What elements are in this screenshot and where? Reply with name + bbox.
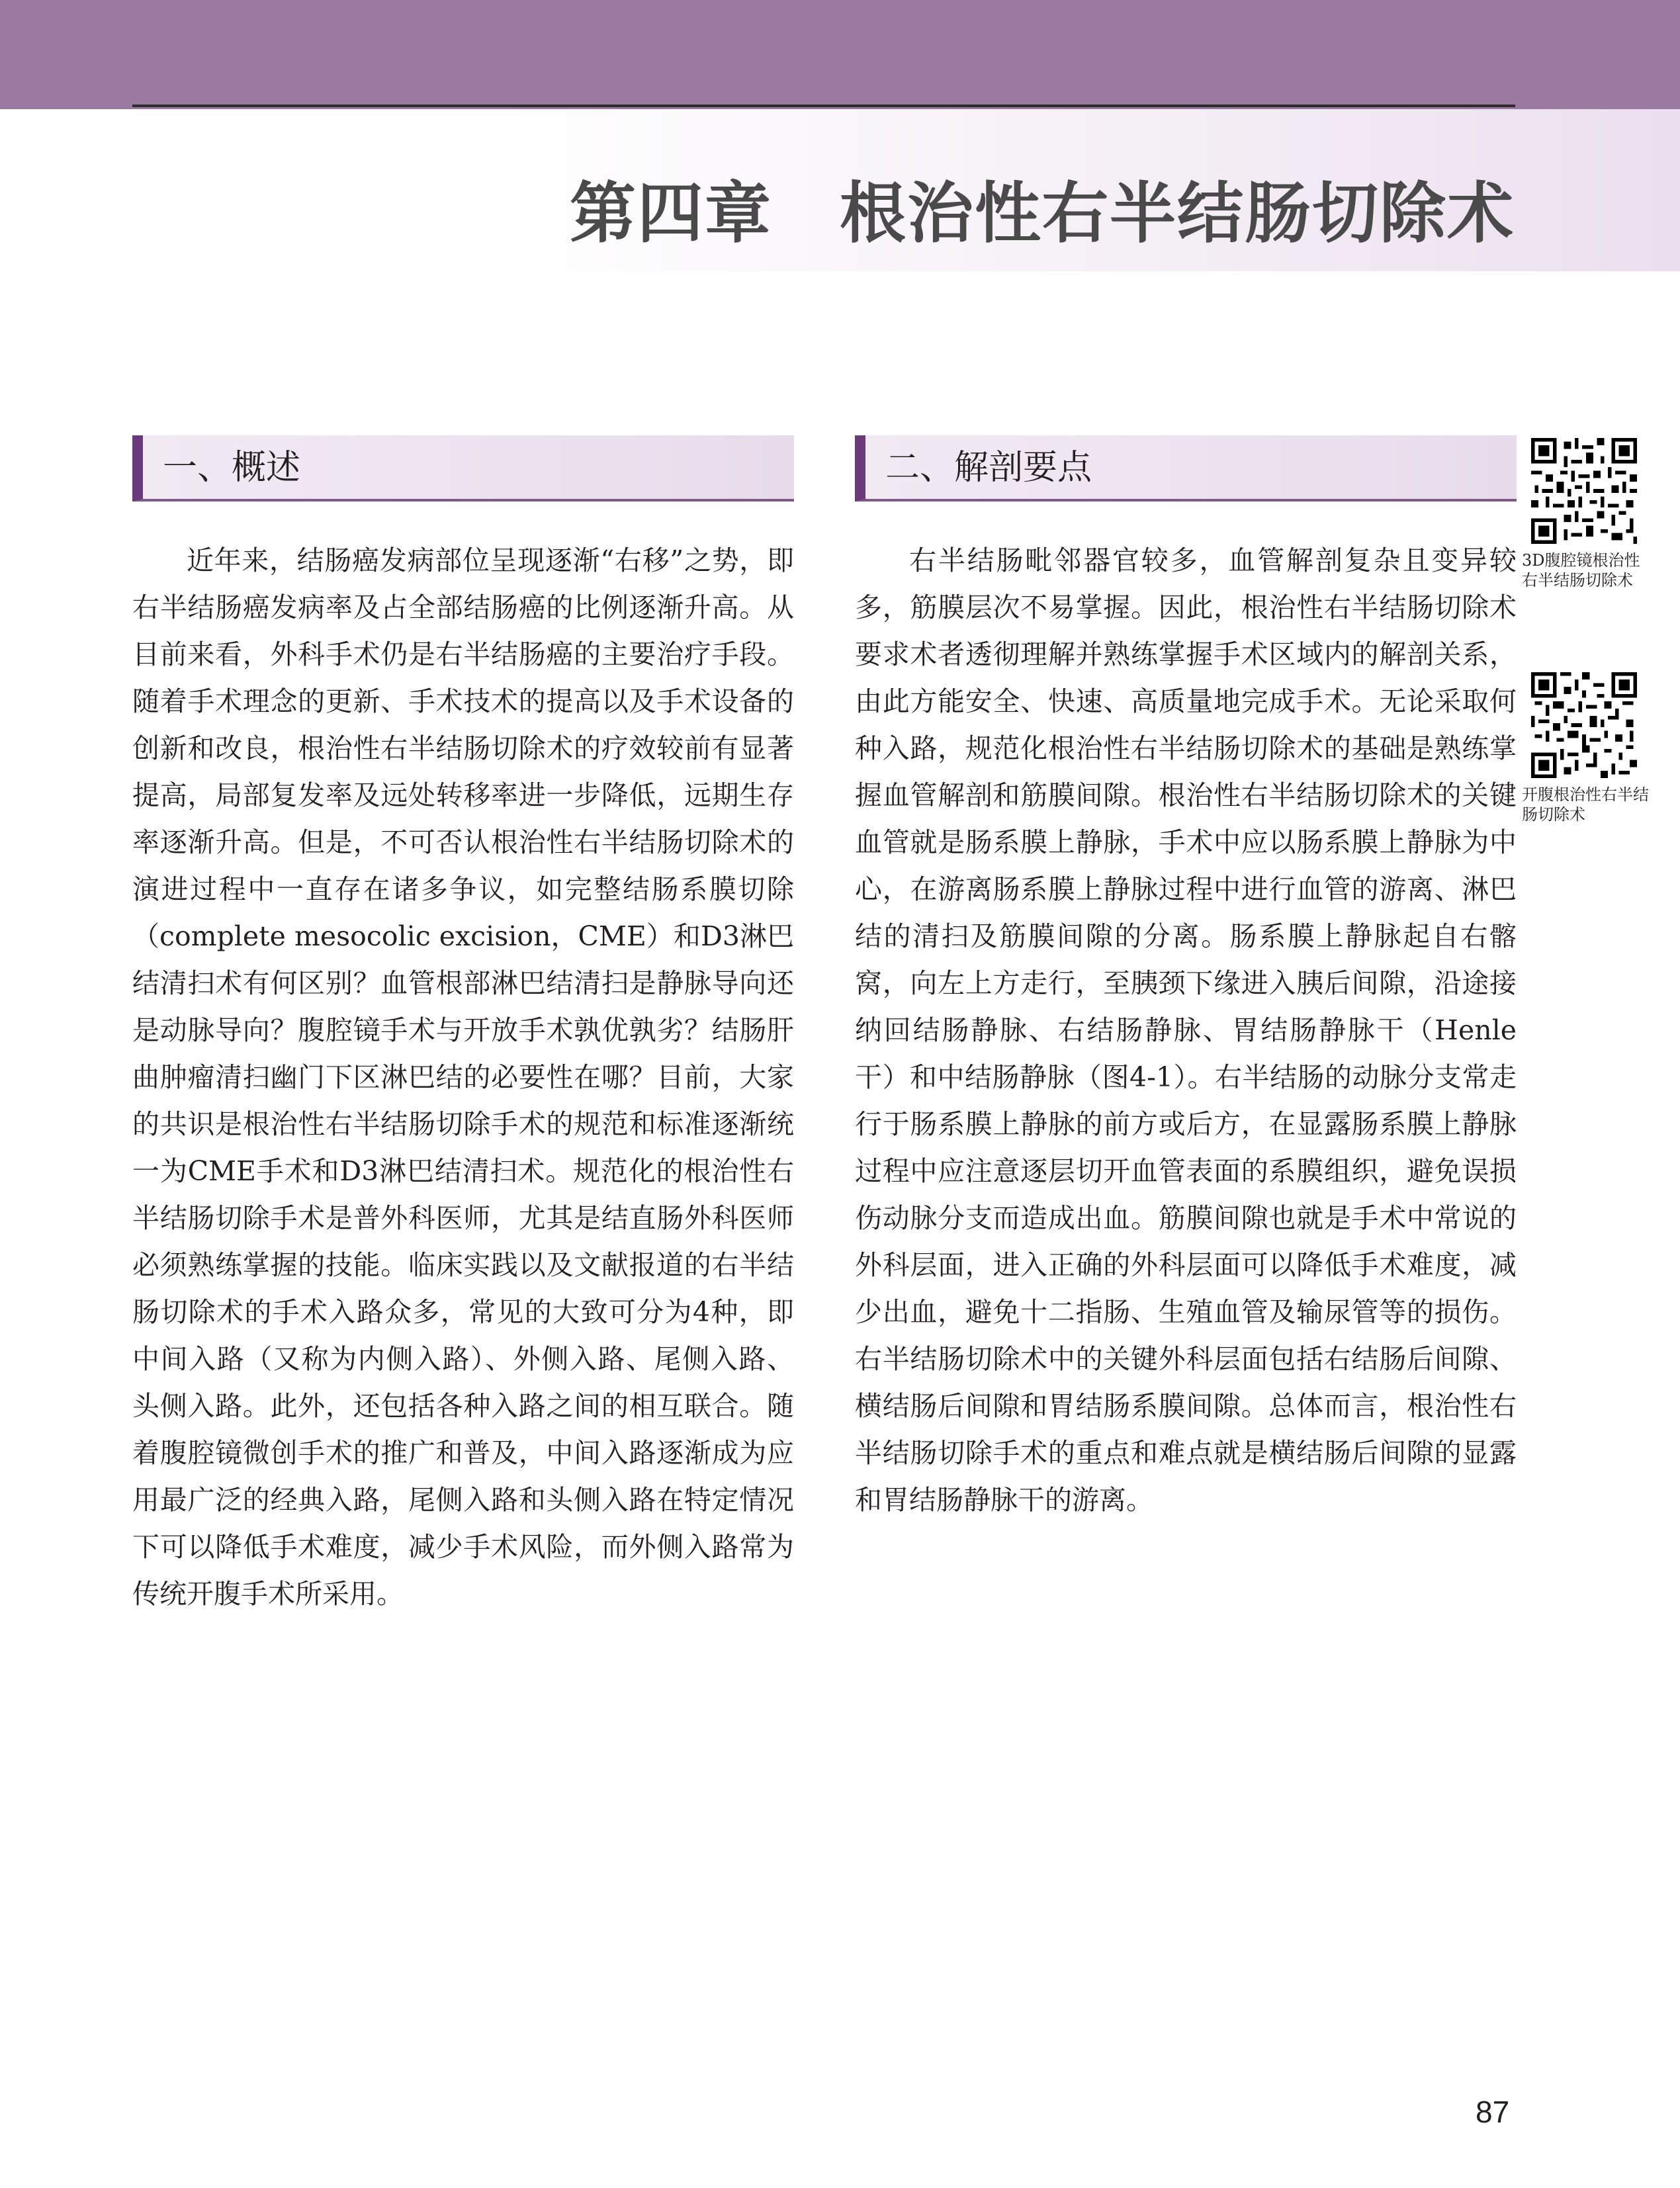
paragraph: 近年来，结肠癌发病部位呈现逐渐“右移”之势，即右半结肠癌发病率及占全部结肠癌的比例逐渐升高。从目前来看，外科手术仍是右半结肠癌的主要治疗手段。随着手术理念的更新、手术技术的提高以及手术设备的创新和改良，根治性右半结肠切除术的疗效较前有显著提高，局部复发率及远处转移率进一步降低，远期生存率逐渐升高。但是，不可否认根治性右半结肠切除术的演进过程中一直存在诸多争议，如完整结肠系膜切除（complete mesocolic excision，CME）和D3淋巴结清扫术有何区别？血管根部淋巴结清扫是静脉导向还是动脉导向？腹腔镜手术与开放手术孰优孰劣？结肠肝曲肿瘤清扫幽门下区淋巴结的必要性在哪？目前，大家的共识是根治性右半结肠切除手术的规范和标准逐渐统一为CME手术和D3淋巴结清扫术。规范化的根治性右半结肠切除手术是普外科医师，尤其是结直肠外科医师必须熟练掌握的技能。临床实践以及文献报道的右半结肠切除术的手术入路众多，常见的大致可分为4种，即中间入路（又称为内侧入路）、外侧入路、尾侧入路、头侧入路。此外，还包括各种入路之间的相互联合。随着腹腔镜微创手术的推广和普及，中间入路逐渐成为应用最广泛的经典入路，尾侧入路和头侧入路在特定情况下可以降低手术难度，减少手术风险，而外侧入路常为传统开腹手术所采用。 <box>132 545 794 1610</box>
qr-code-icon[interactable] <box>1531 672 1637 778</box>
qr-block-3d-laparoscopic[interactable] <box>1522 438 1661 590</box>
qr-code-icon[interactable] <box>1531 438 1637 544</box>
section-heading-overview <box>132 435 794 502</box>
header-band <box>0 0 1680 109</box>
paragraph: 右半结肠毗邻器官较多，血管解剖复杂且变异较多，筋膜层次不易掌握。因此，根治性右半结肠切除术要求术者透彻理解并熟练掌握手术区域内的解剖关系，由此方能安全、快速、高质量地完成手术。无论采取何种入路，规范化根治性右半结肠切除术的基础是熟练掌握血管解剖和筋膜间隙。根治性右半结肠切除术的关键血管就是肠系膜上静脉，手术中应以肠系膜上静脉为中心，在游离肠系膜上静脉过程中进行血管的游离、淋巴结的清扫及筋膜间隙的分离。肠系膜上静脉起自右髂窝，向左上方走行，至胰颈下缘进入胰后间隙，沿途接纳回结肠静脉、右结肠静脉、胃结肠静脉干（Henle干）和中结肠静脉（图4-1）。右半结肠的动脉分支常走行于肠系膜上静脉的前方或后方，在显露肠系膜上静脉过程中应注意逐层切开血管表面的系膜组织，避免误损伤动脉分支而造成出血。筋膜间隙也就是手术中常说的外科层面，进入正确的外科层面可以降低手术难度，减少出血，避免十二指肠、生殖血管及输尿管等的损伤。右半结肠切除术中的关键外科层面包括右结肠后间隙、横结肠后间隙和胃结肠系膜间隙。总体而言，根治性右半结肠切除手术的重点和难点就是横结肠后间隙的显露和胃结肠静脉干的游离。 <box>855 545 1517 1516</box>
section-heading-anatomy <box>855 435 1517 502</box>
section-heading-text: 二、解剖要点 <box>885 448 1092 488</box>
qr-block-open-surgery[interactable] <box>1522 672 1661 824</box>
chapter-title: 第四章 根治性右半结肠切除术 <box>570 175 1515 252</box>
page-number: 87 <box>1476 2095 1510 2129</box>
section-heading-text: 一、概述 <box>163 448 301 488</box>
section-body-overview <box>132 537 794 1618</box>
header-rule <box>132 105 1515 107</box>
qr-caption: 3D腹腔镜根治性右半结肠切除术 <box>1522 551 1640 590</box>
qr-caption: 开腹根治性右半结肠切除术 <box>1522 785 1649 824</box>
section-body-anatomy <box>855 537 1517 1524</box>
